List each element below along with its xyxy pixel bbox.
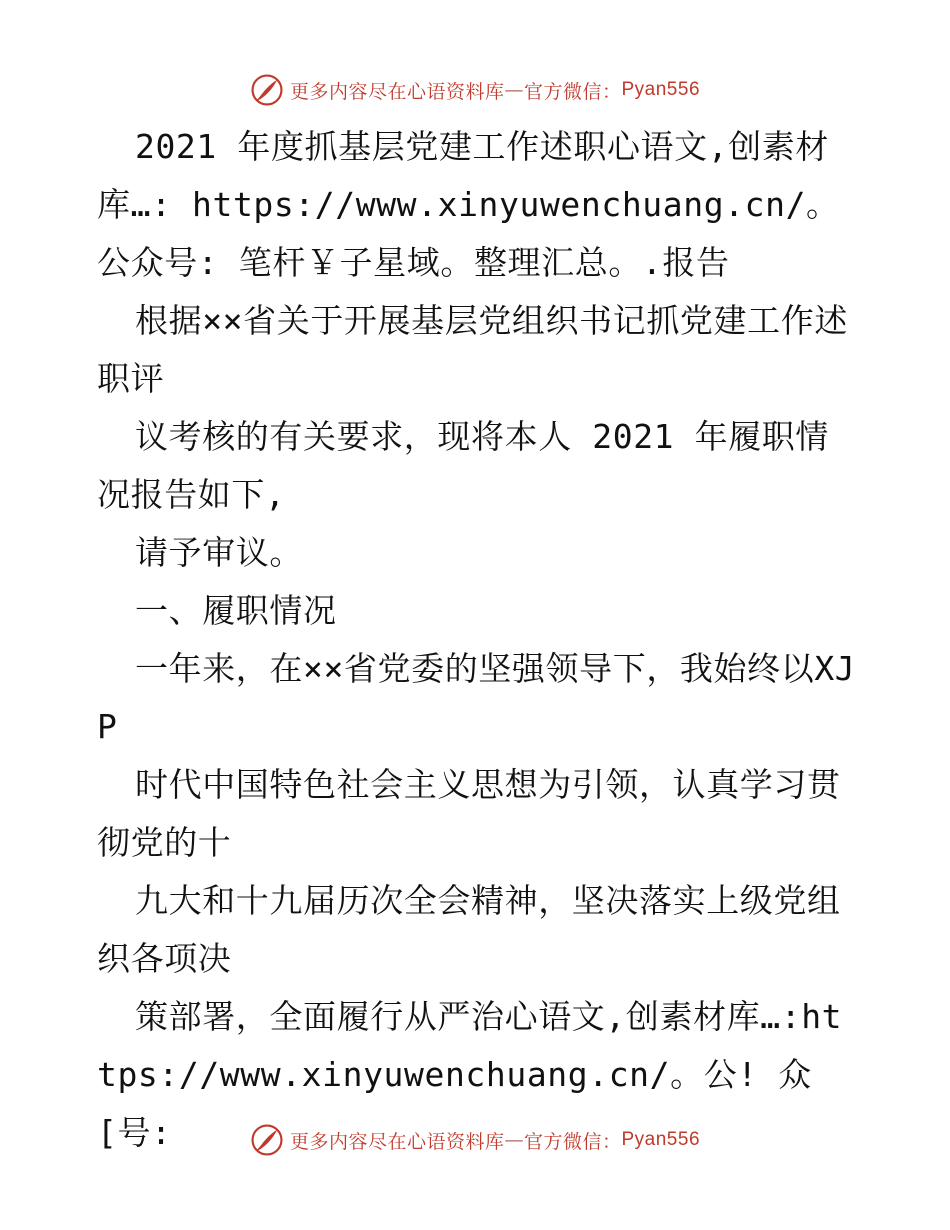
text-line: 时代中国特色社会主义思想为引领，认真学习贯: [135, 765, 841, 804]
footer-watermark-banner: [0, 1122, 950, 1158]
text-line: 报告如下,: [130, 475, 286, 514]
paragraph-body-2: [97, 756, 857, 872]
banner-main-text: 更多内容尽在心语资料库: [289, 80, 505, 103]
text-line: 策部署，全面履行从严治心语文,创素材库…:: [135, 997, 802, 1036]
paragraph-intro: [97, 292, 857, 408]
banner-official-label: 官方微信：: [523, 1130, 622, 1153]
paragraph-title: [97, 118, 857, 292]
section-heading: [97, 582, 857, 640]
text-line: 请予审议。: [135, 533, 303, 572]
text-line: XJP: [97, 649, 856, 746]
text-line: 织各项决: [97, 939, 232, 978]
header-watermark-banner: [0, 72, 950, 108]
text-line: 一年来，在××省党委的坚强领导下，我始终以: [135, 649, 815, 688]
banner-official-label: 官方微信：: [523, 80, 622, 103]
paragraph-body-1: [97, 640, 857, 756]
paragraph-body-3: [97, 872, 857, 988]
banner-wechat-id: Pyan556: [621, 79, 701, 100]
text-line: 彻党的十: [97, 823, 232, 862]
text-line: 述职评: [97, 301, 848, 398]
quill-pen-logo-icon: [250, 73, 284, 107]
banner-wechat-id: Pyan556: [621, 1129, 701, 1150]
text-line: 九大和十九届历次全会精神，坚决落实上级党组: [135, 881, 841, 920]
banner-dash: —: [504, 1129, 524, 1151]
text-line: 议考核的有关要求，现将本人 2021 年履职情况: [97, 417, 830, 514]
quill-pen-logo-icon: [250, 1123, 284, 1157]
text-line: 号: 笔杆￥子星域。整理汇总。.报告: [164, 243, 730, 282]
paragraph-intro-cont: [97, 408, 857, 524]
document-body: [97, 118, 857, 1162]
text-line: 库…: https://www.xinyuwenchuang.cn/。公众: [97, 185, 840, 282]
text-line: 一、履职情况: [135, 591, 337, 630]
paragraph-request: [97, 524, 857, 582]
banner-main-text: 更多内容尽在心语资料库: [289, 1130, 505, 1153]
text-line: https://www.xinyuwenchuang.cn/。公! 众[号:: [97, 997, 843, 1152]
text-line: 2021 年度抓基层党建工作述职心语文,创素材: [135, 127, 830, 166]
text-line: 根据××省关于开展基层党组织书记抓党建工作: [135, 301, 815, 340]
banner-dash: —: [504, 79, 524, 101]
